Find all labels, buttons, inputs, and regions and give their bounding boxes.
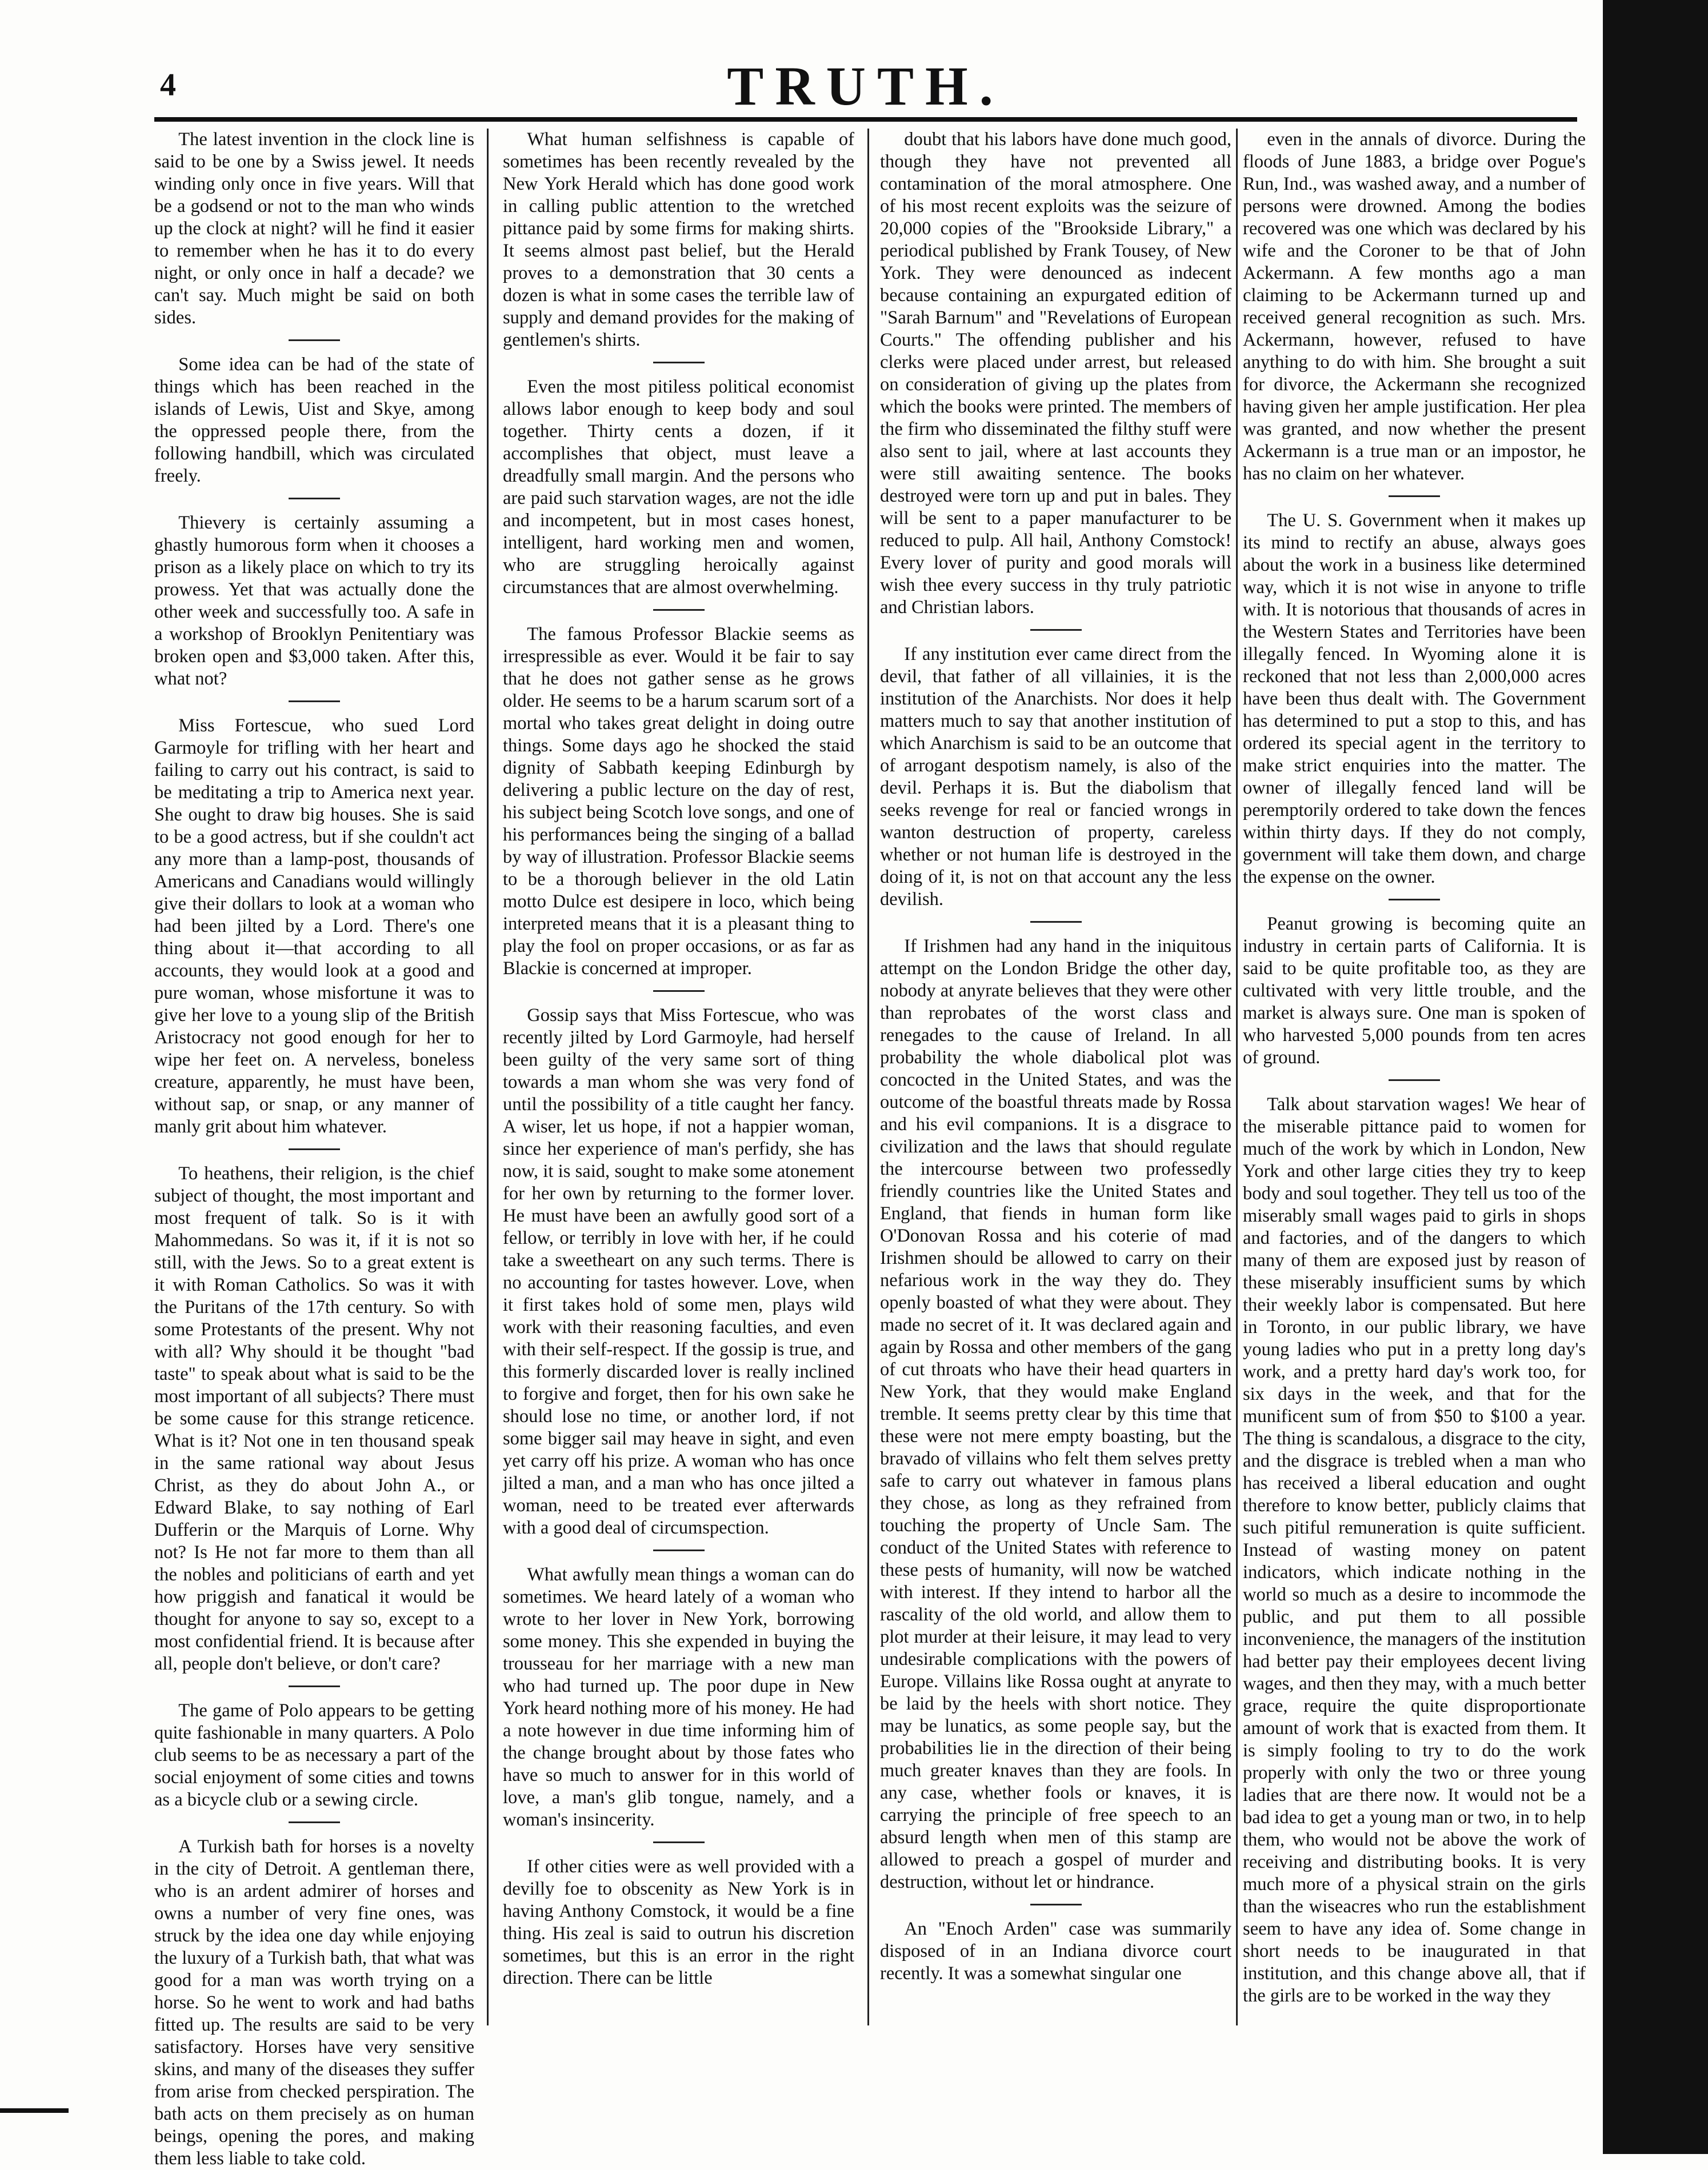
page-number: 4 xyxy=(160,67,176,103)
article-paragraph: The latest invention in the clock line is said to be one by a Swiss jewel. It needs winding only once in five years. Will that be a godsend or not to the man who winds up the clock at night? will he find it easier to remember when he has it to do every night, or only once in half a decade? we can't say. Much might be said on both sides. xyxy=(154,129,474,328)
article-divider xyxy=(1389,899,1440,900)
column-separator xyxy=(1236,129,1238,2025)
article-paragraph: doubt that his labors have done much good, though they have not prevented all contamination of the moral atmosphere. One of his most recent exploits was the seizure of 20,000 copies of the "Brookside Library," a periodical published by Frank Tousey, of New York. They were denounced as indecent because containing an expurgated edition of "Sarah Barnum" and "Revelations of European Courts." The offending publisher and his clerks were placed under arrest, but released on consideration of giving up the plates from which the books were printed. The members of the firm who disseminated the filthy stuff were also sent to jail, where at last accounts they were still awaiting sentence. The books destroyed were torn up and put in bales. They will be sent to a paper manufacturer to be reduced to pulp. All hail, Anthony Comstock! Every lover of purity and good morals will wish thee every success in thy truly patriotic and Christian labors. xyxy=(880,129,1231,618)
article-paragraph: If other cities were as well provided with a devilly foe to obscenity as New York is in having Anthony Comstock, it would be a fine thing. His zeal is said to outrun his discretion sometimes, but this is an error in the right direction. There can be little xyxy=(503,1856,854,1988)
torn-page-edge xyxy=(1603,0,1708,2154)
article-paragraph: If Irishmen had any hand in the iniquitous attempt on the London Bridge the other day, nobody at anyrate believes that they were other than reprobates of the worst class and renegades to the cause of Ireland. In all probability the whole diabolical plot was concocted in the United States, and was the outcome of the boastful threats made by Rossa and his evil companions. It is a disgrace to civilization and the laws that should regulate the intercourse between two professedly friendly countries like the United States and England, that fiends in human form like O'Donovan Rossa and his coterie of mad Irishmen should be allowed to carry on their nefarious work in the way they do. They openly boasted of what they were about. They made no secret of it. It was declared again and again by Rossa and other members of the gang of cut throats who have their head quarters in New York, that they would make England tremble. It seems pretty clear by this time that these were not mere empty boasting, but the bravado of villains who felt them selves pretty safe to carry out whatever in famous plans they chose, as long as they refrained from touching the property of Uncle Sam. The conduct of the United States with reference to these pests of humanity, will now be watched with interest. If they intend to harbor all the rascality of the old world, and allow them to plot murder at their leisure, it may lead to very undesirable complications with the powers of Europe. Villains like Rossa ought at anyrate to be laid by the heels with short notice. They may be lunatics, as some people say, but the probabilities lie in the direction of their being much greater knaves than they are fools. In any case, whether fools or knaves, it is carrying the principle of free speech to an absurd length when men of this stamp are allowed to preach a gospel of murder and destruction, without let or hindrance. xyxy=(880,936,1231,1892)
column-1 xyxy=(154,129,474,2169)
article-paragraph: Gossip says that Miss Fortescue, who was recently jilted by Lord Garmoyle, had herself been guilty of the very same sort of thing towards a man whom she was very fond of until the possibility of a title caught her fancy. A wiser, let us hope, if not a happier woman, since her experience of man's perfidy, she has now, it is said, sought to make some atonement for her own by returning to the former lover. He must have been an awfully good sort of a fellow, or terribly in love with her, if he could take a sweetheart on any such terms. There is no accounting for tastes however. Love, when it first takes hold of some men, plays wild work with their reasoning faculties, and even with their self-respect. If the gossip is true, and this formerly discarded lover is really inclined to forgive and forget, then for his own sake he should lose no time, or another lord, if not some bigger sail may heave in sight, and even yet carry off his prize. A woman who has once jilted a man, and a man who has once jilted a woman, need to be treated ever afterwards with a good deal of circumspection. xyxy=(503,1005,854,1538)
article-paragraph: If any institution ever came direct from the devil, that father of all villainies, it is the institution of the Anarchists. Nor does it help matters much to say that another institution of which Anarchism is said to be an outcome that of arrogant despotism namely, is also of the devil. Perhaps it is. But the diabolism that seeks revenge for real or fancied wrongs in wanton destruction of property, careless whether or not human life is destroyed in the doing of it, is not on that account any the less devilish. xyxy=(880,644,1231,910)
column-2 xyxy=(503,129,854,2025)
bottom-rule xyxy=(0,2108,69,2113)
article-divider xyxy=(653,362,705,363)
article-divider xyxy=(1030,921,1082,923)
article-divider xyxy=(653,609,705,611)
article-paragraph: Even the most pitiless political economist allows labor enough to keep body and soul together. Thirty cents a dozen, if it accomplishes that object, must leave a dreadfully small margin. And the persons who are paid such starvation wages, are not the idle and incompetent, but in most cases honest, intelligent, hard working men and women, who are struggling heroically against circumstances that are almost overwhelming. xyxy=(503,377,854,598)
article-divider xyxy=(289,1821,340,1823)
article-divider xyxy=(289,1148,340,1150)
article-divider xyxy=(1389,1079,1440,1081)
article-paragraph: Peanut growing is becoming quite an industry in certain parts of California. It is said to be quite profitable too, as they are cultivated with very little trouble, and the market is always sure. One man is spoken of who harvested 5,000 pounds from ten acres of ground. xyxy=(1243,914,1586,1068)
article-paragraph: What human selfishness is capable of sometimes has been recently revealed by the New York Herald which has done good work in calling public attention to the wretched pittance paid by some firms for making shirts. It seems almost past belief, but the Herald proves to a demonstration that 30 cents a dozen is what in some cases the terrible law of supply and demand provides for the making of gentlemen's shirts. xyxy=(503,129,854,350)
article-divider xyxy=(289,498,340,499)
article-paragraph: Talk about starvation wages! We hear of the miserable pittance paid to women for much of the work by which in London, New York and other large cities they try to keep body and soul together. They tell us too of the miserably small wages paid to girls in shops and factories, and of the dangers to which many of them are exposed just by reason of these miserably insufficient sums by which their weekly labor is compensated. But here in Toronto, in our public library, we have young ladies who put in a pretty long day's work, and a pretty hard day's work too, for six days in the week, and that for the munificent sum of from $50 to $100 a year. The thing is scandalous, a disgrace to the city, and the disgrace is trebled when a man who has received a liberal education and ought therefore to know better, publicly claims that such pitiful remuneration is quite sufficient. Instead of wasting money on patent indicators, which indicate nothing in the world so much as a desire to incommode the public, and put them to all possible inconvenience, the managers of the institution had better pay their employees decent living wages, and then they may, with a much better grace, require the quite disproportionate amount of work that is exacted from them. It is simply fooling to try to do the work properly with only the two or three young ladies that are there now. It would not be a bad idea to get a young man or two, in to help them, who would not be above the work of receiving and distributing books. It is very much more of a physical strain on the girls than the wiseacres who run the establishment seem to have any idea of. Some change in short needs to be inaugurated in that institution, and this change above all, that if the girls are to be worked in the way they xyxy=(1243,1094,1586,2006)
article-divider xyxy=(289,1685,340,1687)
header-rule xyxy=(154,117,1577,122)
column-separator xyxy=(867,129,869,2025)
article-paragraph: A Turkish bath for horses is a novelty in the city of Detroit. A gentleman there, who is an ardent admirer of horses and owns a number of very fine ones, was struck by the idea one day while enjoying the luxury of a Turkish bath, that what was good for a man was worth trying on a horse. So he went to work and had baths fitted up. The results are said to be very satisfactory. Horses have very sensitive skins, and many of the diseases they suffer from arise from checked perspiration. The bath acts on them precisely as on human beings, opening the pores, and making them less liable to take cold. xyxy=(154,1836,474,2169)
article-divider xyxy=(1030,1904,1082,1905)
article-divider xyxy=(289,700,340,702)
article-paragraph: The U. S. Government when it makes up its mind to rectify an abuse, always goes about the work in a business like determined way, which it is not wise in anyone to trifle with. It is notorious that thousands of acres in the Western States and Territories have been illegally fenced. In Wyoming alone it is reckoned that not less than 2,000,000 acres have been thus dealt with. The Government has determined to put a stop to this, and has ordered its special agent in the territory to make strict enquiries into the matter. The owner of illegally fenced land will be peremptorily ordered to take down the fences within thirty days. If they do not comply, government will take them down, and charge the expense on the owner. xyxy=(1243,510,1586,887)
article-paragraph: To heathens, their religion, is the chief subject of thought, the most important and most frequent of talk. So is it with Mahommedans. So was it, if it is not so still, with the Jews. So to a great extent is it with Roman Catholics. So was it with the Puritans of the 17th century. So with some Protestants of the present. Why not with all? Why should it be thought "bad taste" to speak about what is said to be the most important of all subjects? There must be some cause for this strange reticence. What is it? Not one in ten thousand speak in the same rational way about Jesus Christ, as they do about John A., or Edward Blake, to say nothing of Earl Dufferin or the Marquis of Lorne. Why not? Is He not far more to them than all the nobles and politicians of earth and yet how priggish and fanatical it would be thought for anyone to say so, except to a most confidential friend. It is because after all, people don't believe, or don't care? xyxy=(154,1163,474,1674)
masthead-title: TRUTH. xyxy=(727,55,1005,117)
article-paragraph: Some idea can be had of the state of things which has been reached in the islands of Lewis, Uist and Skye, among the oppressed people there, from the following handbill, which was circulated freely. xyxy=(154,354,474,486)
page-header xyxy=(154,54,1577,117)
article-divider xyxy=(653,1841,705,1843)
article-paragraph: Thievery is certainly assuming a ghastly humorous form when it chooses a prison as a likely place on which to try its prowess. Yet that was actually done the other week and successfully too. A safe in a workshop of Brooklyn Penitentiary was broken open and $3,000 taken. After this, what not? xyxy=(154,513,474,689)
article-divider xyxy=(653,990,705,992)
article-paragraph: Miss Fortescue, who sued Lord Garmoyle for trifling with her heart and failing to carry out his contract, is said to be meditating a trip to America next year. She ought to draw big houses. She is said to be a good actress, but if she couldn't act any more than a lamp-post, thousands of Americans and Canadians would willingly give their dollars to look at a woman who had been jilted by a Lord. There's one thing about it—that according to all accounts, they would look at a good and pure woman, whose misfortune it was to give her love to a young slip of the British Aristocracy not good enough for her to wipe her feet on. A nerveless, boneless creature, apparently, he must have been, without sap, or snap, or any manner of manly grit about him whatever. xyxy=(154,715,474,1137)
column-3 xyxy=(880,129,1231,2025)
article-divider xyxy=(1389,495,1440,497)
article-paragraph: The famous Professor Blackie seems as irrespressible as ever. Would it be fair to say that he does not gather sense as he grows older. He seems to be a harum scarum sort of a mortal who takes great delight in doing outre things. Some days ago he shocked the staid dignity of Sabbath keeping Edinburgh by delivering a public lecture on the day of rest, his subject being Scotch love songs, and one of his performances being the singing of a ballad by way of illustration. Professor Blackie seems to be a thorough believer in the old Latin motto Dulce est desipere in loco, which being interpreted means that it is a pleasant thing to play the fool on proper occasions, or as far as Blackie is concerned at improper. xyxy=(503,624,854,979)
article-paragraph: even in the annals of divorce. During the floods of June 1883, a bridge over Pogue's Run, Ind., was washed away, and a number of persons were drowned. Among the bodies recovered was one which was declared by his wife and the Coroner to be that of John Ackermann. A few months ago a man claiming to be Ackermann turned up and received general recognition as such. Mrs. Ackermann, however, refused to have anything to do with him. She brought a suit for divorce, the Ackermann she recognized having given her ample justification. Her plea was granted, and now whether the present Ackermann is a true man or an impostor, he has no claim on her whatever. xyxy=(1243,129,1586,484)
article-paragraph: The game of Polo appears to be getting quite fashionable in many quarters. A Polo club seems to be as necessary a part of the social enjoyment of some cities and towns as a bicycle club or a sewing circle. xyxy=(154,1700,474,1810)
article-divider xyxy=(289,339,340,341)
article-paragraph: What awfully mean things a woman can do sometimes. We heard lately of a woman who wrote to her lover in New York, borrowing some money. This she expended in buying the trousseau for her marriage with a new man who had turned up. The poor dupe in New York heard nothing more of his money. He had a note however in due time informing him of the change brought about by those fates who have so much to answer for in this world of love, a man's glib tongue, namely, and a woman's insincerity. xyxy=(503,1564,854,1830)
column-4 xyxy=(1243,129,1586,2025)
article-divider xyxy=(1030,629,1082,631)
article-divider xyxy=(653,1550,705,1551)
column-separator xyxy=(487,129,489,2025)
article-paragraph: An "Enoch Arden" case was summarily disposed of in an Indiana divorce court recently. It was a somewhat singular one xyxy=(880,1919,1231,1984)
